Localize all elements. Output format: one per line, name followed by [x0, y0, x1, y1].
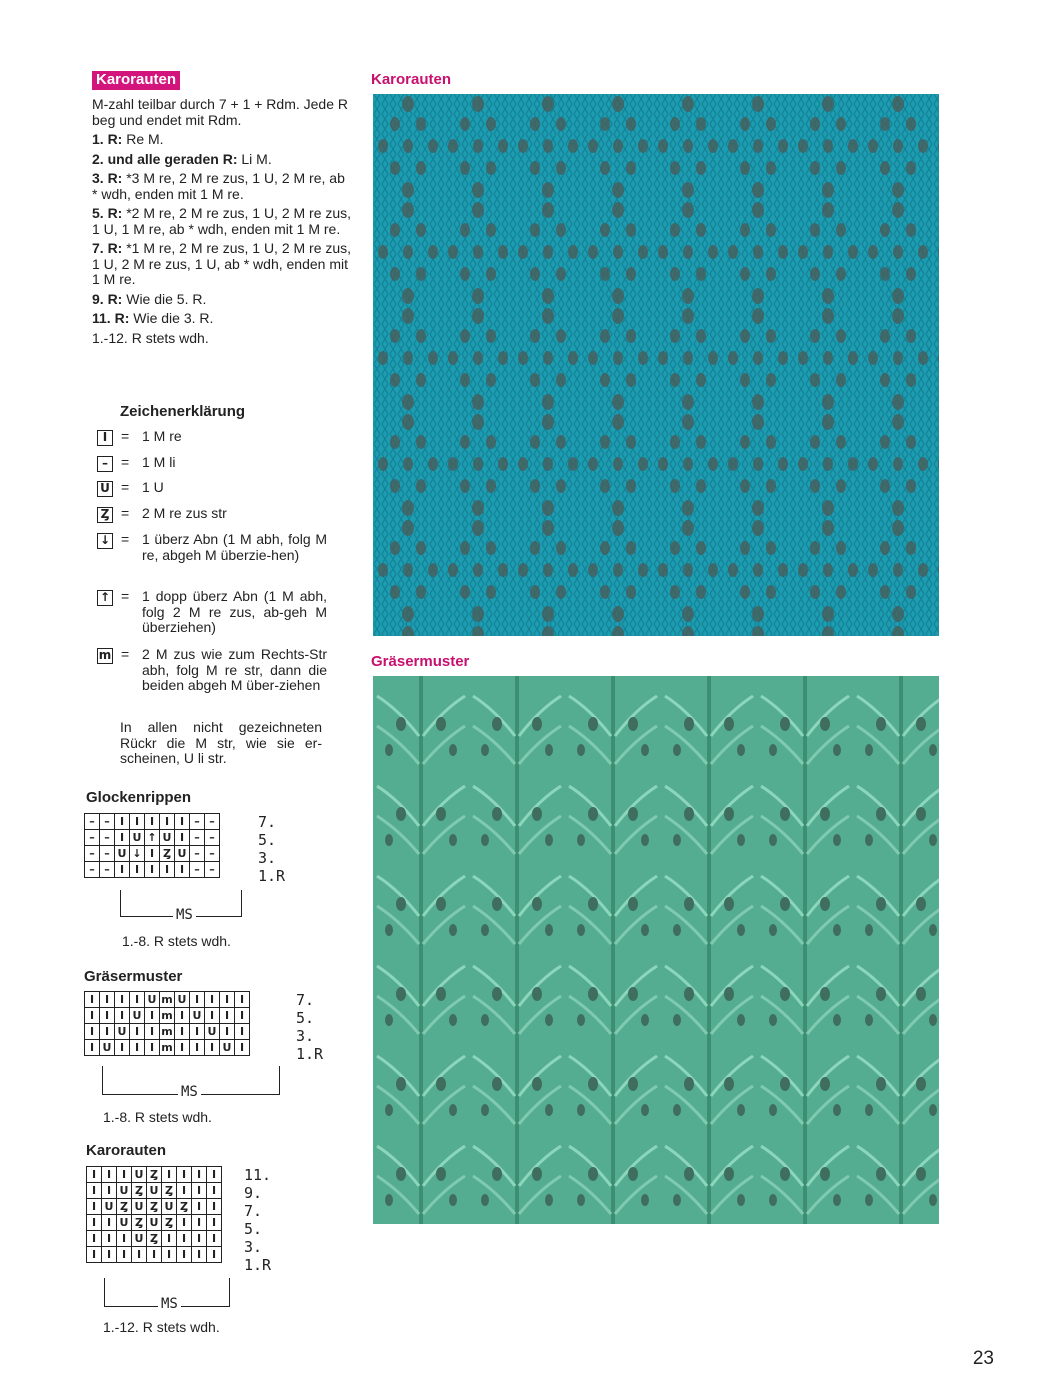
chart-cell: I [190, 992, 205, 1008]
chart-cell: I [192, 1231, 207, 1247]
chart-cell: Ȥ [160, 846, 175, 862]
chart-cell: – [205, 846, 220, 862]
legend-item: U = 1 U [97, 480, 327, 500]
chart-cell: I [102, 1167, 117, 1183]
double-dec-symbol-icon: ↑ [97, 590, 113, 606]
chart-cell: – [190, 846, 205, 862]
yarn-over-symbol-icon: U [97, 481, 113, 497]
chart-cell: U [115, 1024, 130, 1040]
chart-cell: U [115, 846, 130, 862]
chart-cell: – [85, 814, 100, 830]
ms-label: MS [178, 1084, 201, 1100]
photo-caption: Karorauten [371, 71, 452, 88]
karorauten-photo [373, 94, 939, 636]
chart-cell: U [147, 1215, 162, 1231]
chart-cell: I [207, 1215, 222, 1231]
chart-cell: I [175, 1040, 190, 1056]
instruction-row: 7. R: *1 M re, 2 M re zus, 1 U, 2 M re zus, 1 U, 2 M re zus, 1 U, ab * wdh, enden mit 1 M re. [92, 240, 352, 287]
chart-row [85, 814, 220, 830]
instruction-row: 11. R: Wie die 3. R. [92, 310, 214, 326]
chart-cell: Ȥ [147, 1199, 162, 1215]
knit-sample-photo-icon [373, 676, 939, 1224]
chart-cell: m [161, 992, 173, 1006]
chart-cell: Ȥ [147, 1167, 162, 1183]
chart-cell: – [205, 862, 220, 878]
chart-row [87, 1231, 222, 1247]
ms-label: MS [158, 1296, 181, 1312]
chart-cell: I [85, 1024, 100, 1040]
chart-cell: I [117, 1167, 132, 1183]
chart-cell: I [117, 1247, 132, 1263]
chart-cell: I [115, 1008, 130, 1024]
chart-cell: Ȥ [162, 1215, 177, 1231]
chart-cell: – [205, 814, 220, 830]
chart-cell: – [85, 862, 100, 878]
chart-cell: U [205, 1024, 220, 1040]
chart-cell: I [115, 830, 130, 846]
chart-cell: – [205, 830, 220, 846]
chart-cell: I [87, 1167, 102, 1183]
chart-cell: I [115, 862, 130, 878]
chart-cell: – [190, 830, 205, 846]
legend-item: – = 1 M li [97, 455, 327, 475]
chart-cell: I [115, 992, 130, 1008]
chart-row [87, 1167, 222, 1183]
chart-cell: I [102, 1247, 117, 1263]
chart-cell: I [130, 1024, 145, 1040]
chart-cell: I [175, 1008, 190, 1024]
chart-cell: I [145, 814, 160, 830]
chart-cell: I [205, 992, 220, 1008]
instructions-repeat: 1.-12. R stets wdh. [92, 329, 209, 346]
chart-cell: I [102, 1215, 117, 1231]
chart-cell: I [160, 862, 175, 878]
chart-cell: I [132, 1247, 147, 1263]
chart-cell: I [207, 1183, 222, 1199]
chart-cell: – [100, 830, 115, 846]
chart-row-labels: 7. 5. 3. 1.R [296, 991, 324, 1063]
instruction-row: 2. und alle geraden R: Li M. [92, 150, 272, 167]
chart-cell: U [130, 1008, 145, 1024]
chart-title: Gräsermuster [84, 968, 183, 985]
chart-row [85, 830, 220, 846]
chart-cell: ↑ [145, 830, 160, 846]
knit-sample-photo-icon [373, 94, 939, 636]
chart-cell: I [87, 1183, 102, 1199]
chart-cell: U [100, 1040, 115, 1056]
photo-caption: Gräsermuster [371, 653, 470, 670]
chart-cell: U [190, 1008, 205, 1024]
instruction-row: 1. R: Re M. [92, 131, 164, 147]
chart-cell: I [220, 1008, 235, 1024]
instruction-row: 3. R: *3 M re, 2 M re zus, 1 U, 2 M re, ab * wdh, enden mit 1 M re. [92, 170, 345, 202]
k2tog-symbol-icon: Ȥ [97, 507, 113, 523]
chart-cell: I [162, 1231, 177, 1247]
graesermuster-photo [373, 676, 939, 1224]
instructions-intro: M-zahl teilbar durch 7 + 1 + Rdm. Jede R beg und endet mit Rdm. [92, 96, 349, 128]
chart-cell: I [100, 1008, 115, 1024]
chart-row [87, 1215, 222, 1231]
chart-row [87, 1247, 222, 1263]
chart-cell: I [87, 1199, 102, 1215]
legend-note: In allen nicht gezeichneten Rückr die M str, wie sie er-scheinen, U li str. [120, 719, 322, 766]
chart-grid [86, 1166, 222, 1263]
chart-cell: I [175, 1024, 190, 1040]
chart-cell: I [145, 1008, 160, 1024]
chart-cell: I [220, 1024, 235, 1040]
chart-cell: I [235, 992, 250, 1008]
chart-cell: I [145, 1040, 160, 1056]
chart-cell: I [192, 1167, 207, 1183]
chart-row [87, 1183, 222, 1199]
chart-cell: m [161, 1008, 173, 1022]
chart-cell: I [145, 846, 160, 862]
chart-cell: U [102, 1199, 117, 1215]
chart-cell: I [207, 1199, 222, 1215]
chart-cell: I [85, 1040, 100, 1056]
chart-cell: I [190, 1024, 205, 1040]
chart-cell: I [117, 1231, 132, 1247]
instruction-row: 9. R: Wie die 5. R. [92, 290, 207, 307]
purl-symbol-icon: – [97, 456, 113, 472]
chart-cell: I [130, 1040, 145, 1056]
chart-cell: U [175, 992, 190, 1008]
chart-cell: U [132, 1231, 147, 1247]
chart-cell: – [190, 814, 205, 830]
chart-cell: – [85, 846, 100, 862]
chart-cell: Ȥ [162, 1183, 177, 1199]
chart-cell: – [85, 830, 100, 846]
chart-repeat: 1.-8. R stets wdh. [103, 1109, 212, 1125]
chart-cell: U [160, 830, 175, 846]
chart-cell: I [102, 1231, 117, 1247]
chart-cell: Ȥ [132, 1183, 147, 1199]
chart-cell: Ȥ [132, 1215, 147, 1231]
chart-cell: I [177, 1231, 192, 1247]
chart-cell: I [130, 992, 145, 1008]
chart-cell: I [207, 1231, 222, 1247]
chart-cell: I [87, 1247, 102, 1263]
ssk-symbol-icon: m [98, 648, 112, 662]
legend-item: ↑ = 1 dopp überz Abn (1 M abh, folg 2 M re zus, ab-geh M überziehen) [97, 589, 327, 639]
chart-cell: I [162, 1247, 177, 1263]
chart-cell: I [192, 1199, 207, 1215]
chart-cell: I [160, 814, 175, 830]
chart-cell: I [177, 1167, 192, 1183]
chart-cell: I [235, 1024, 250, 1040]
chart-row [85, 1008, 250, 1024]
chart-cell: I [177, 1183, 192, 1199]
chart-row [87, 1199, 222, 1215]
chart-title: Glockenrippen [86, 789, 192, 806]
chart-cell: I [87, 1231, 102, 1247]
chart-cell: I [220, 992, 235, 1008]
page-number: 23 [972, 1348, 994, 1369]
chart-cell: U [117, 1215, 132, 1231]
chart-cell: I [87, 1215, 102, 1231]
chart-cell: I [130, 862, 145, 878]
chart-cell: I [100, 1024, 115, 1040]
chart-cell: I [190, 1040, 205, 1056]
chart-cell: I [145, 862, 160, 878]
legend-item: Ȥ = 2 M re zus str [97, 506, 327, 526]
chart-cell: I [192, 1247, 207, 1263]
legend-item: ↓ = 1 überz Abn (1 M abh, folg M re, abgeh M überzie-hen) [97, 532, 327, 582]
chart-grid [84, 813, 220, 878]
chart-cell: I [102, 1183, 117, 1199]
chart-cell: Ȥ [177, 1199, 192, 1215]
chart-cell: I [130, 814, 145, 830]
chart-cell: U [162, 1199, 177, 1215]
instruction-row: 5. R: *2 M re, 2 M re zus, 1 U, 2 M re zus, 1 U, 1 M re, ab * wdh, enden mit 1 M re. [92, 205, 352, 237]
chart-cell: U [132, 1199, 147, 1215]
chart-repeat: 1.-8. R stets wdh. [122, 933, 231, 949]
chart-cell: U [147, 1183, 162, 1199]
chart-cell: I [177, 1247, 192, 1263]
skp-symbol-icon: ↓ [97, 533, 113, 549]
chart-cell: – [100, 862, 115, 878]
chart-cell: I [207, 1167, 222, 1183]
chart-cell: I [162, 1167, 177, 1183]
chart-row-labels: 11. 9. 7. 5. 3. 1.R [244, 1166, 272, 1274]
chart-grid [84, 991, 250, 1056]
chart-row [85, 992, 250, 1008]
knit-symbol-icon: I [97, 430, 113, 446]
chart-cell: I [175, 814, 190, 830]
instructions [92, 97, 354, 350]
chart-cell: – [100, 814, 115, 830]
legend-title: Zeichenerklärung [120, 403, 246, 420]
chart-cell: Ȥ [147, 1231, 162, 1247]
chart-row [85, 846, 220, 862]
chart-cell: I [207, 1247, 222, 1263]
chart-cell: U [130, 830, 145, 846]
chart-row [85, 862, 220, 878]
chart-cell: I [85, 992, 100, 1008]
chart-cell: I [192, 1183, 207, 1199]
chart-cell: U [117, 1183, 132, 1199]
chart-cell: I [192, 1215, 207, 1231]
chart-cell: I [100, 992, 115, 1008]
chart-cell: I [177, 1215, 192, 1231]
chart-cell: I [147, 1247, 162, 1263]
chart-cell: I [115, 814, 130, 830]
chart-cell: – [190, 862, 205, 878]
chart-cell: I [85, 1008, 100, 1024]
chart-row [85, 1040, 250, 1056]
chart-cell: I [205, 1008, 220, 1024]
chart-row-labels: 7. 5. 3. 1.R [258, 813, 286, 885]
chart-row [85, 1024, 250, 1040]
chart-cell: m [161, 1024, 173, 1038]
chart-cell: U [175, 846, 190, 862]
chart-repeat: 1.-12. R stets wdh. [103, 1319, 220, 1335]
chart-cell: I [235, 1008, 250, 1024]
legend-item: m = 2 M zus wie zum Rechts-Str abh, folg M re str, dann die beiden abgeh M über-ziehen [98, 646, 327, 693]
chart-cell: I [115, 1040, 130, 1056]
chart-cell: U [220, 1040, 235, 1056]
chart-cell: I [145, 1024, 160, 1040]
chart-cell: I [175, 862, 190, 878]
chart-cell: – [100, 846, 115, 862]
chart-cell: U [132, 1167, 147, 1183]
chart-cell: ↓ [130, 846, 145, 862]
ms-label: MS [173, 907, 196, 923]
chart-title: Karorauten [86, 1142, 167, 1159]
legend-item: I = 1 M re [97, 429, 327, 449]
section-title: Karorauten [92, 71, 180, 90]
chart-cell: I [175, 830, 190, 846]
chart-cell: I [235, 1040, 250, 1056]
chart-cell: m [161, 1040, 173, 1054]
chart-cell: U [145, 992, 160, 1008]
chart-cell: Ȥ [117, 1199, 132, 1215]
chart-cell: I [205, 1040, 220, 1056]
